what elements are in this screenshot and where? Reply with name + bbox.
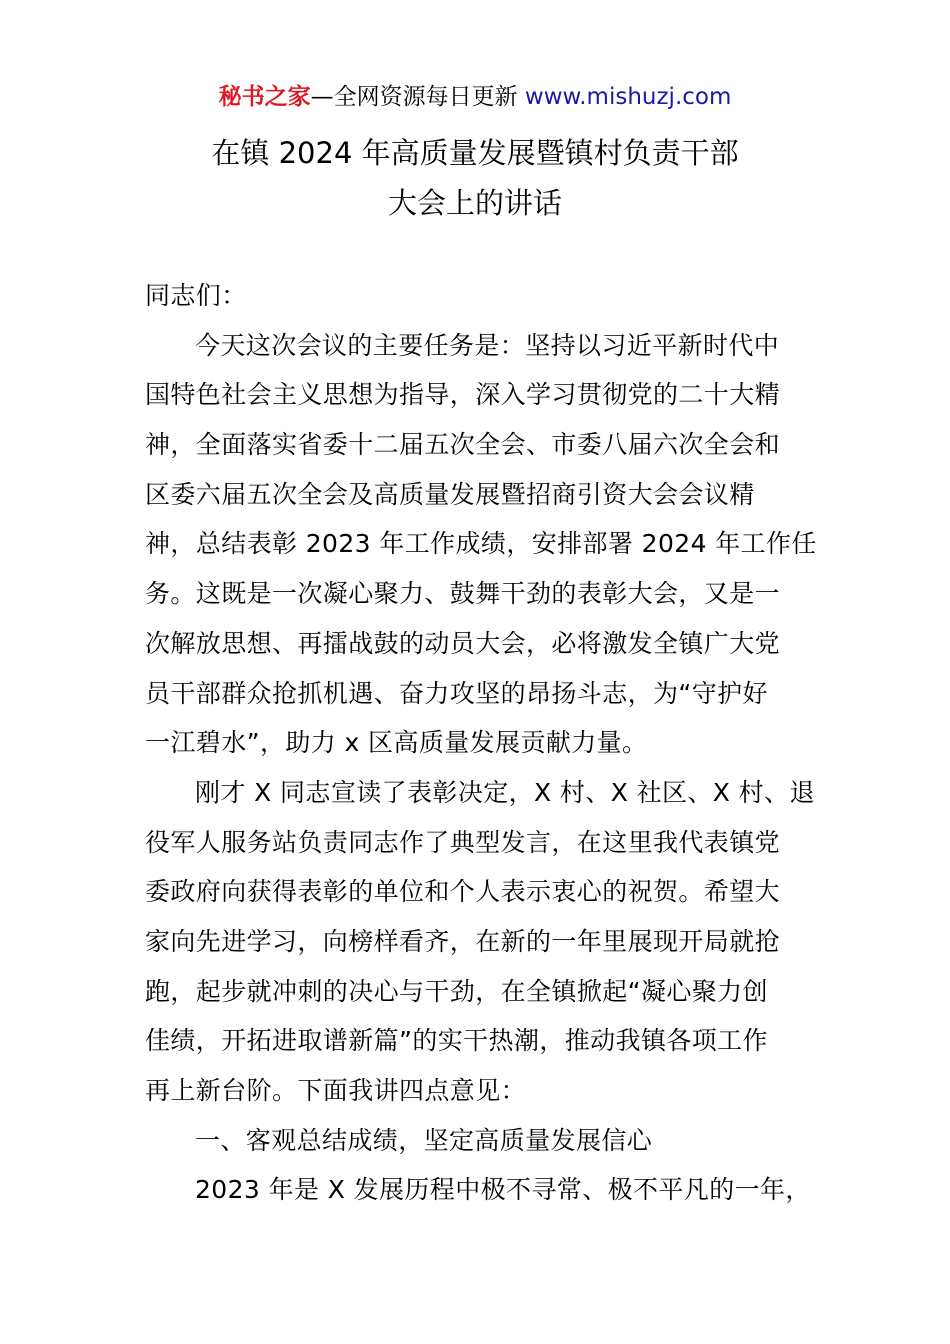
brand-name: 秘书之家 [218,84,311,110]
paragraph-line: 员干部群众抢抓机遇、奋力攻坚的昂扬斗志，为“守护好 [145,678,768,708]
paragraph-line: 次解放思想、再擂战鼓的动员大会，必将激发全镇广大党 [145,628,781,658]
section-heading: 一、客观总结成绩，坚定高质量发展信心 [195,1125,653,1155]
paragraph-line: 跑，起步就冲刺的决心与干劲，在全镇掀起“凝心聚力创 [145,976,768,1006]
paragraph-line: 委政府向获得表彰的单位和个人表示衷心的祝贺。希望大 [145,877,781,907]
document-title [0,128,950,228]
paragraph-line: 一江碧水”，助力 x 区高质量发展贡献力量。 [145,728,648,758]
paragraph-line: 区委六届五次全会及高质量发展暨招商引资大会会议精 [145,479,755,509]
paragraph-line: 家向先进学习，向榜样看齐，在新的一年里展现开局就抢 [145,926,781,956]
paragraph-line: 佳绩，开拓进取谱新篇”的实干热潮，推动我镇各项工作 [145,1026,768,1056]
document-body [145,271,817,1215]
title-line-2: 大会上的讲话 [387,186,562,220]
paragraph-line: 国特色社会主义思想为指导，深入学习贯彻党的二十大精 [145,380,781,410]
paragraph-line: 今天这次会议的主要任务是：坚持以习近平新时代中 [195,330,780,360]
paragraph-line: 刚才 X 同志宣读了表彰决定，X 村、X 社区、X 村、退 [195,777,815,807]
paragraph-line: 务。这既是一次凝心聚力、鼓舞干劲的表彰大会，又是一 [145,579,781,609]
header-tagline: —全网资源每日更新 [310,84,525,110]
paragraph-line: 2023 年是 X 发展历程中极不寻常、极不平凡的一年， [195,1175,811,1205]
site-header [0,80,950,114]
paragraph-line: 神，总结表彰 2023 年工作成绩，安排部署 2024 年工作任 [145,529,817,559]
title-line-1: 在镇 2024 年高质量发展暨镇村负责干部 [211,136,739,170]
site-url-link[interactable]: www.mishuzj.com [524,84,732,110]
paragraph-line: 再上新台阶。下面我讲四点意见： [145,1076,527,1105]
paragraph-line: 役军人服务站负责同志作了典型发言，在这里我代表镇党 [145,827,781,857]
salutation: 同志们： [145,281,247,310]
paragraph-line: 神，全面落实省委十二届五次全会、市委八届六次全会和 [145,430,781,460]
